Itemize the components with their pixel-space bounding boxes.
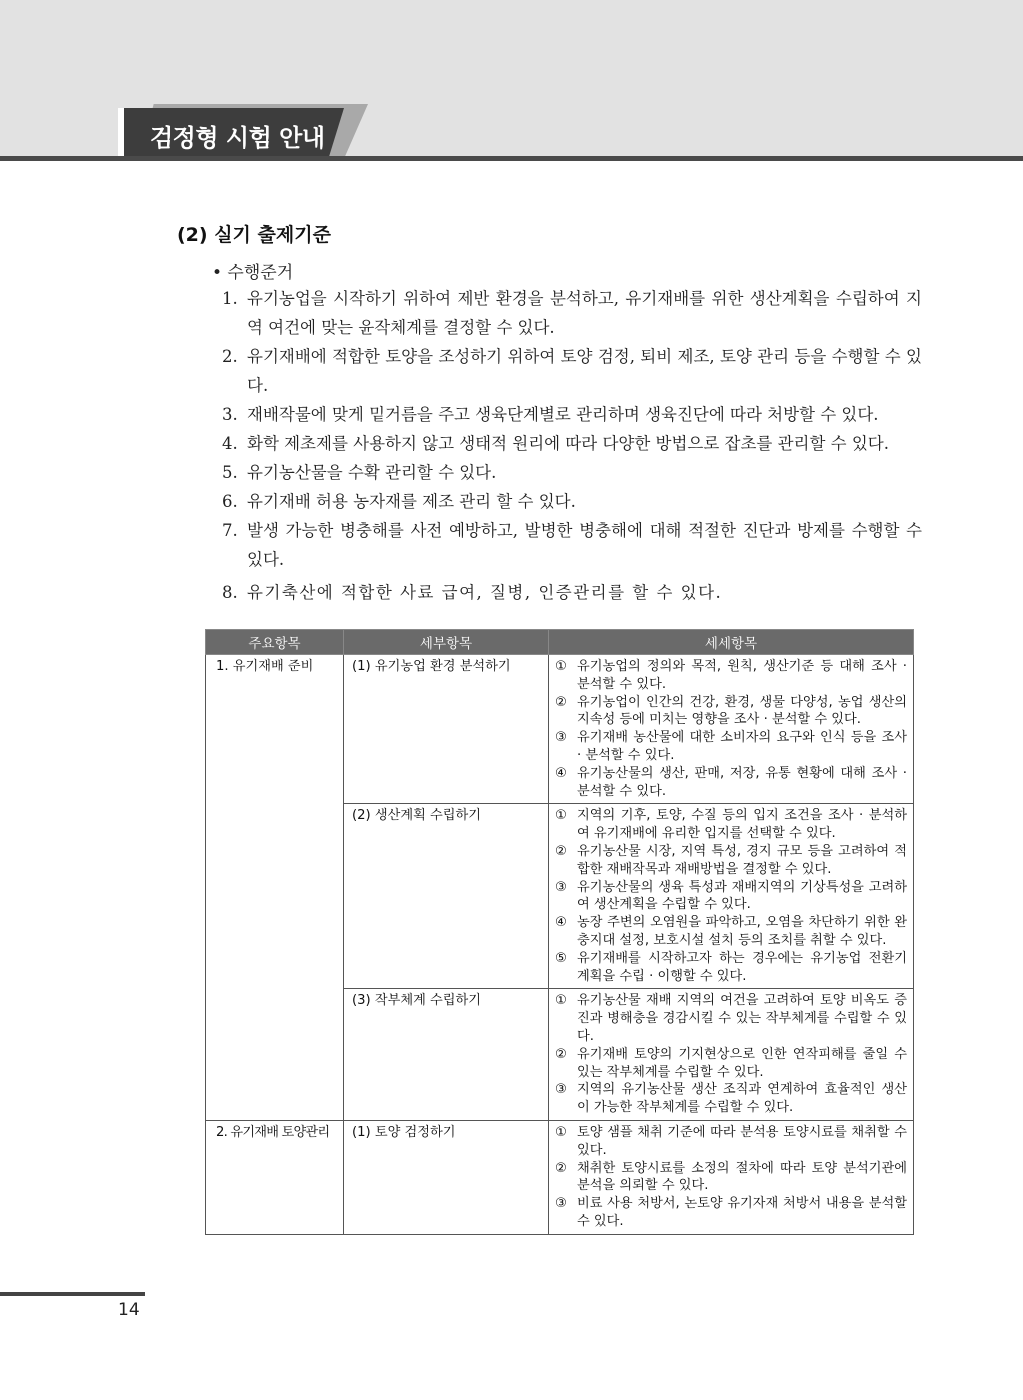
detail-text: 비료 사용 처방서, 논토양 유기자재 처방서 내용을 분석할 수 있다. xyxy=(577,1196,907,1229)
detail-line xyxy=(555,1081,907,1117)
section-title: (2) 실기 출제기준 xyxy=(177,224,331,246)
detail-text: 유기농업의 정의와 목적, 원칙, 생산기준 등 대해 조사 · 분석할 수 있다. xyxy=(577,659,907,692)
detail-line xyxy=(555,807,907,843)
detail-marker: ① xyxy=(555,1124,567,1140)
list-item xyxy=(222,342,922,400)
item-number: 5. xyxy=(222,463,238,482)
item-text: 재배작물에 맞게 밑거름을 주고 생육단계별로 관리하며 생육진단에 따라 처방할 수 있다. xyxy=(247,405,879,424)
detail-line xyxy=(555,658,907,694)
item-text: 유기농산물을 수확 관리할 수 있다. xyxy=(247,463,497,482)
footer-bar xyxy=(0,1292,145,1296)
detail-text: 지역의 기후, 토양, 수질 등의 입지 조건을 조사 · 분석하여 유기재배에 유리한 입지를 선택할 수 있다. xyxy=(577,808,907,842)
detail-text: 유기농산물의 생육 특성과 재배지역의 기상특성을 고려하여 생산계획을 수립할 수 있다. xyxy=(577,879,907,913)
detail-line xyxy=(555,843,907,879)
detail-cell xyxy=(549,1120,914,1234)
detail-line xyxy=(555,729,907,765)
item-number: 1. xyxy=(222,289,238,308)
detail-marker: ② xyxy=(555,1046,567,1062)
sub-item: (1) 유기농업 환경 분석하기 xyxy=(344,655,549,804)
detail-text: 유기농산물 시장, 지역 특성, 경지 규모 등을 고려하여 적합한 재배작목과 재배방법을 결정할 수 있다. xyxy=(577,843,907,877)
header-tab-accent xyxy=(118,108,124,158)
list-item xyxy=(222,429,922,458)
list-item xyxy=(222,516,922,574)
table-row xyxy=(206,1120,914,1234)
header-sub: 세부항목 xyxy=(344,630,549,655)
detail-marker: ① xyxy=(555,808,567,824)
item-text: 화학 제초제를 사용하지 않고 생태적 원리에 따라 다양한 방법으로 잡초를 관리할 수 있다. xyxy=(247,434,889,453)
page-number: 14 xyxy=(118,1300,140,1320)
detail-text: 유기재배 농산물에 대한 소비자의 요구와 인식 등을 조사 · 분석할 수 있다. xyxy=(577,730,907,763)
item-text: 유기재배에 적합한 토양을 조성하기 위하여 토양 검정, 퇴비 제조, 토양 관리 등을 수행할 수 있다. xyxy=(247,347,922,395)
item-number: 6. xyxy=(222,492,238,511)
detail-text: 유기재배 토양의 기지현상으로 인한 연작피해를 줄일 수 있는 작부체계를 수립할 수 있다. xyxy=(577,1046,907,1080)
detail-marker: ② xyxy=(555,1160,567,1176)
item-text: 유기축산에 적합한 사료 급여, 질병, 인증관리를 할 수 있다. xyxy=(247,583,723,602)
detail-marker: ③ xyxy=(555,1082,567,1098)
list-item xyxy=(222,578,922,607)
sub-item: (3) 작부체계 수립하기 xyxy=(344,989,549,1121)
detail-marker: ② xyxy=(555,843,567,859)
detail-text: 지역의 유기농산물 생산 조직과 연계하여 효율적인 생산이 가능한 작부체계를 수립할 수 있다. xyxy=(577,1082,907,1116)
criteria-table xyxy=(205,629,914,1235)
detail-marker: ③ xyxy=(555,730,567,746)
detail-marker: ⑤ xyxy=(555,950,567,966)
detail-line xyxy=(555,992,907,1045)
detail-line xyxy=(555,914,907,950)
detail-text: 유기재배를 시작하고자 하는 경우에는 유기농업 전환기 계획을 수립 · 이행할 수 있다. xyxy=(577,950,907,984)
bullet-heading: • 수행준거 xyxy=(212,263,294,283)
header-divider xyxy=(0,156,1023,161)
detail-line xyxy=(555,1160,907,1196)
detail-text: 농장 주변의 오염원을 파악하고, 오염을 차단하기 위한 완충지대 설정, 보호시설 설치 등의 조치를 취할 수 있다. xyxy=(577,915,907,948)
sub-item: (1) 토양 검정하기 xyxy=(344,1120,549,1234)
table-row xyxy=(206,655,914,804)
detail-text: 유기농산물 재배 지역의 여건을 고려하여 토양 비옥도 증진과 병해충을 경감시킬 수 있는 작부체계를 수립할 수 있다. xyxy=(577,993,907,1044)
detail-marker: ④ xyxy=(555,765,567,781)
item-number: 2. xyxy=(222,347,238,366)
detail-line xyxy=(555,765,907,801)
detail-marker: ③ xyxy=(555,879,567,895)
detail-line xyxy=(555,950,907,986)
item-text: 발생 가능한 병충해를 사전 예방하고, 발병한 병충해에 대해 적절한 진단과 방제를 수행할 수 있다. xyxy=(247,521,922,569)
detail-line xyxy=(555,1046,907,1082)
list-item xyxy=(222,400,922,429)
detail-marker: ④ xyxy=(555,915,567,931)
item-number: 8. xyxy=(222,583,238,602)
item-number: 7. xyxy=(222,521,238,540)
detail-marker: ① xyxy=(555,993,567,1009)
detail-cell xyxy=(549,655,914,804)
detail-line xyxy=(555,1124,907,1160)
detail-marker: ② xyxy=(555,694,567,710)
detail-marker: ③ xyxy=(555,1196,567,1212)
item-text: 유기농업을 시작하기 위하여 제반 환경을 분석하고, 유기재배를 위한 생산계획을 수립하여 지역 여건에 맞는 윤작체계를 결정할 수 있다. xyxy=(247,289,922,337)
detail-text: 유기농산물의 생산, 판매, 저장, 유통 현황에 대해 조사 · 분석할 수 있다. xyxy=(577,765,907,799)
item-number: 4. xyxy=(222,434,238,453)
major-item: 1. 유기재배 준비 xyxy=(206,655,344,1121)
header-title: 검정형 시험 안내 xyxy=(150,124,325,152)
major-item: 2. 유기재배 토양관리 xyxy=(206,1120,344,1234)
detail-line xyxy=(555,879,907,915)
table-header-row xyxy=(206,630,914,655)
list-item xyxy=(222,487,922,516)
header-major: 주요항목 xyxy=(206,630,344,655)
list-item xyxy=(222,284,922,342)
detail-text: 토양 샘플 채취 기준에 따라 분석용 토양시료를 채취할 수 있다. xyxy=(577,1124,907,1158)
detail-cell xyxy=(549,804,914,989)
header-detail: 세세항목 xyxy=(549,630,914,655)
list-item xyxy=(222,458,922,487)
sub-item: (2) 생산계획 수립하기 xyxy=(344,804,549,989)
detail-marker: ① xyxy=(555,659,567,674)
detail-cell xyxy=(549,989,914,1121)
detail-text: 유기농업이 인간의 건강, 환경, 생물 다양성, 농업 생산의 지속성 등에 미치는 영향을 조사 · 분석할 수 있다. xyxy=(577,694,907,728)
item-number: 3. xyxy=(222,405,238,424)
detail-text: 채취한 토양시료를 소정의 절차에 따라 토양 분석기관에 분석을 의뢰할 수 있다. xyxy=(577,1160,907,1194)
performance-criteria-list xyxy=(222,284,922,607)
item-text: 유기재배 허용 농자재를 제조 관리 할 수 있다. xyxy=(247,492,576,511)
detail-line xyxy=(555,694,907,730)
detail-line xyxy=(555,1195,907,1231)
